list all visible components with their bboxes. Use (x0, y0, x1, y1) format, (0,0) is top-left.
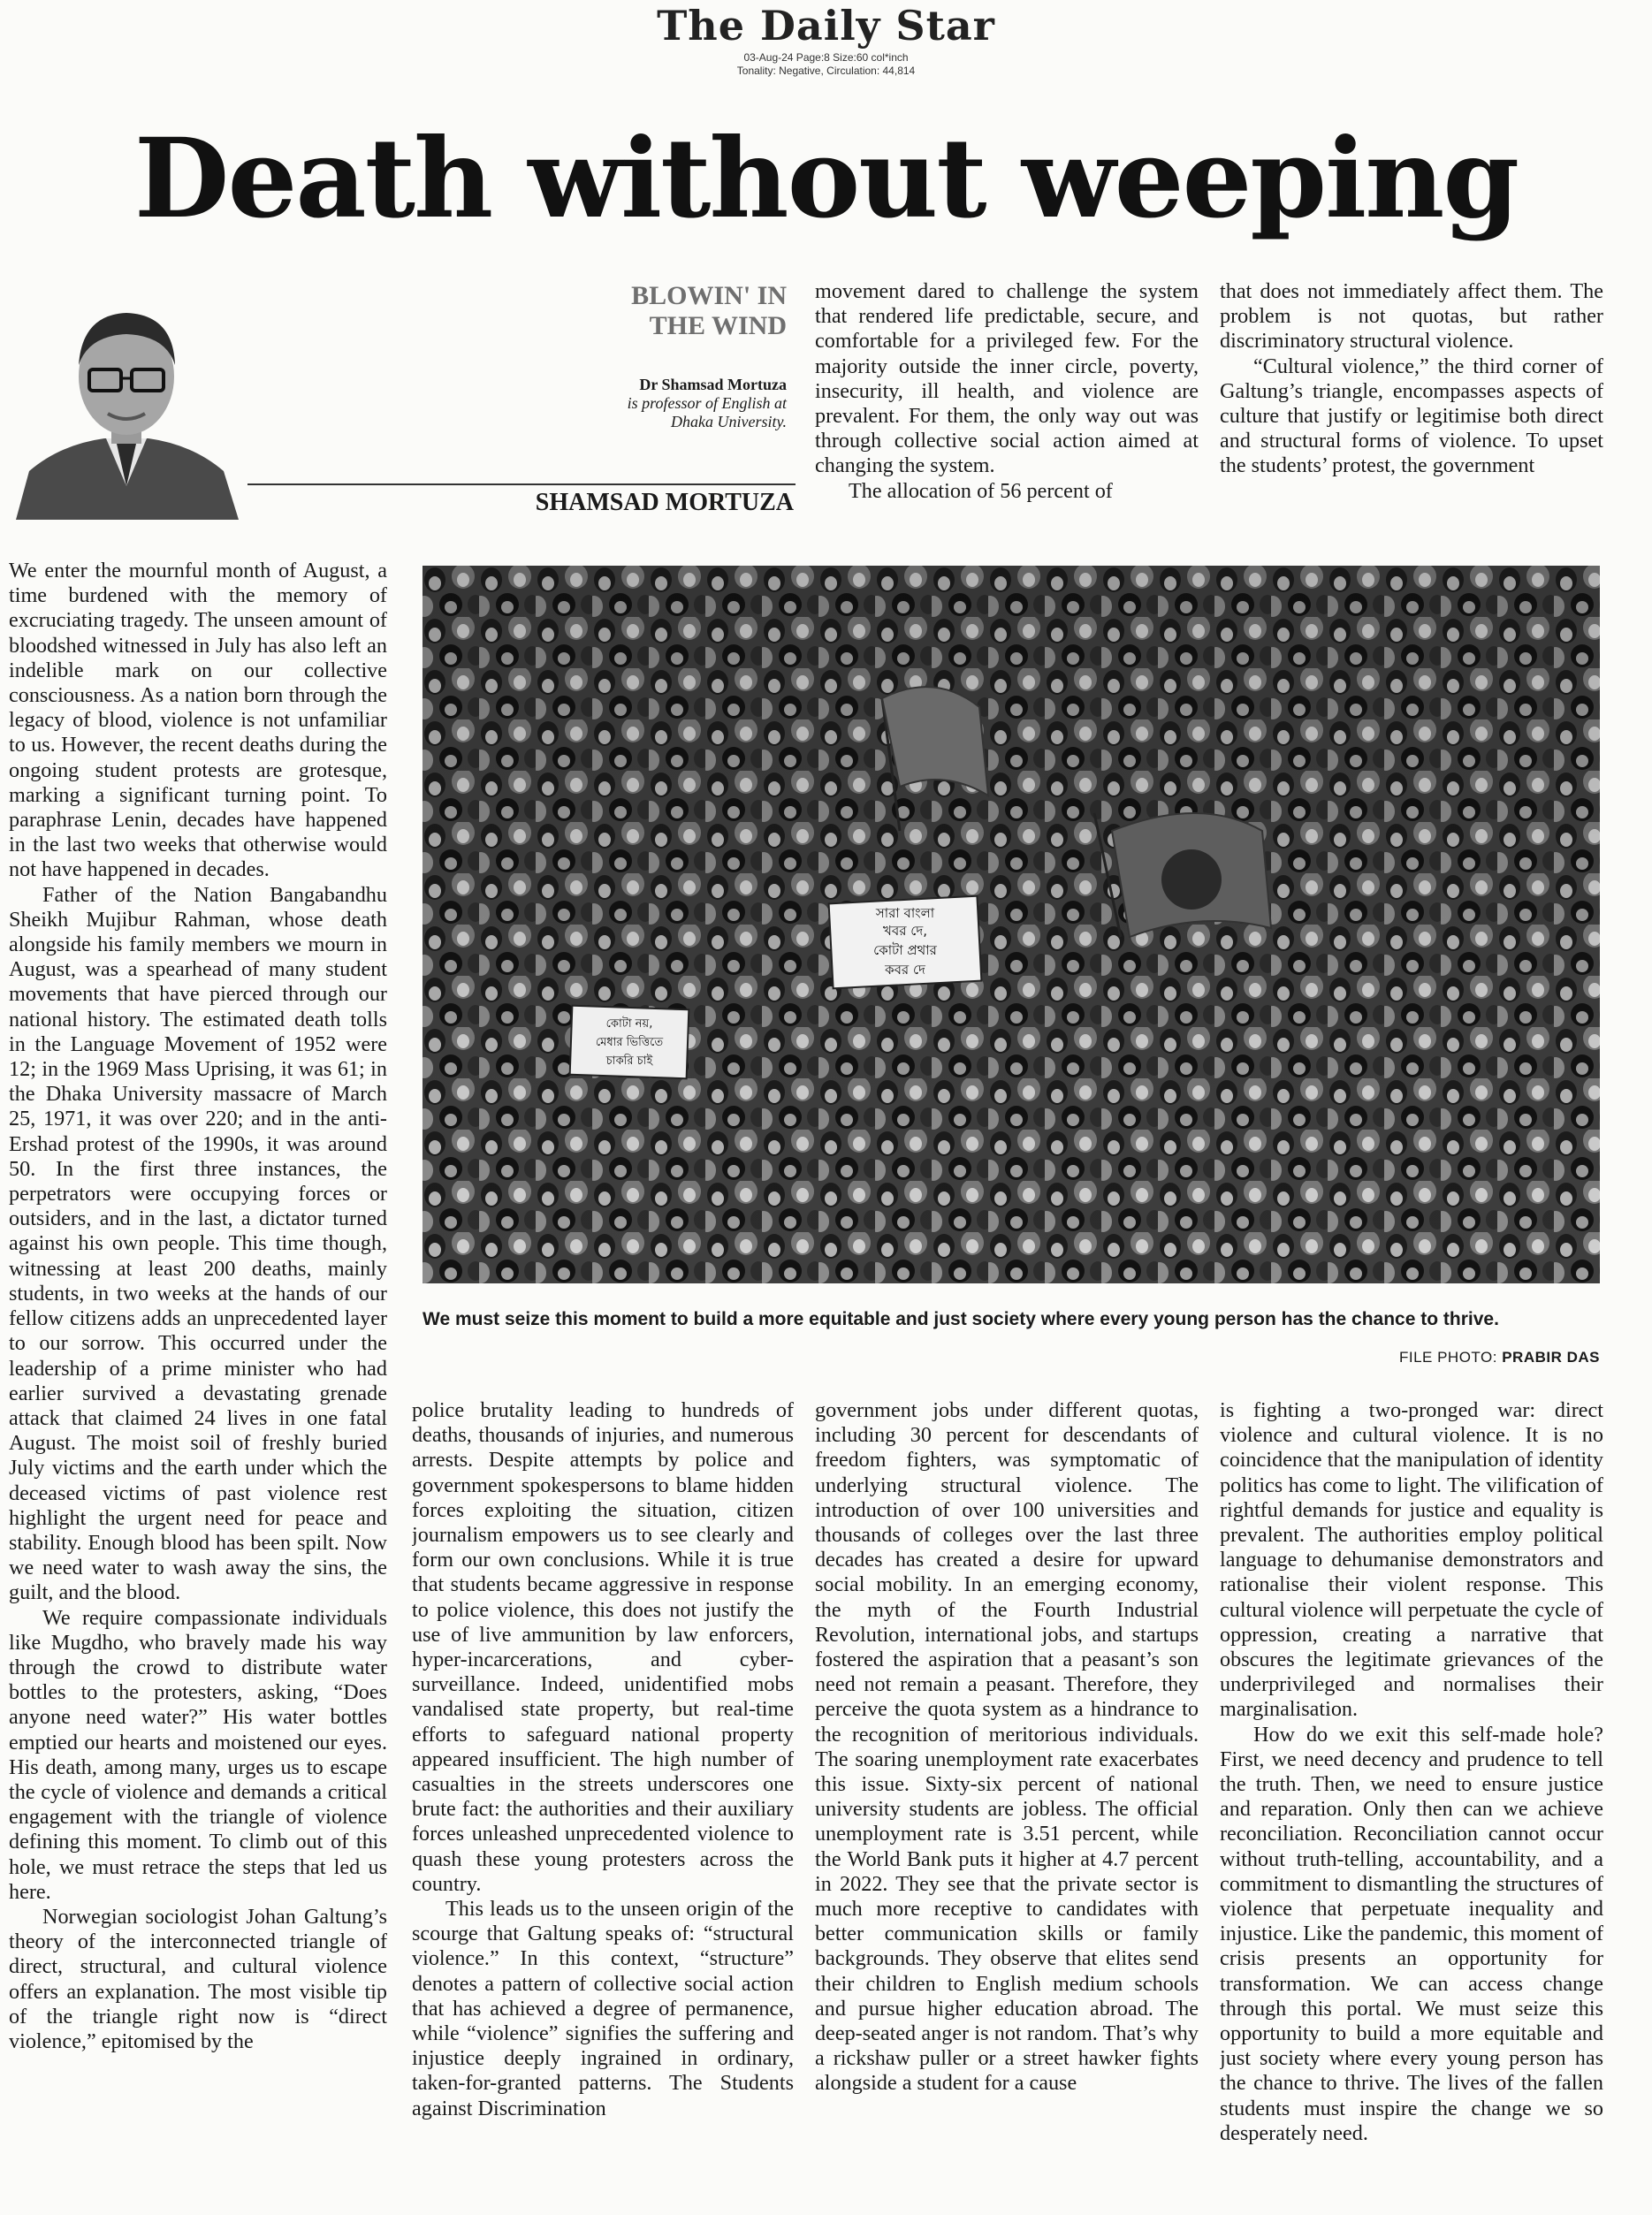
paragraph: is fighting a two-pronged war: direct violence and cultural violence. It is no coincidence that the manipulation of identity politics has come to light. The vilification of rightful demands for justice and equality is prevalent. The authorities employ political language to dehumanise demonstrators and rationalise their violent response. This cultural violence will perpetuate the cycle of oppression, creating a narrative that obscures the legitimate grievances of the underprivileged and normalises their marginalisation. (1220, 1398, 1603, 1722)
masthead-logo: The Daily Star (657, 2, 995, 49)
placard-1-line3: কোটা প্রথার (873, 942, 937, 958)
article-column-2 (412, 1398, 794, 2208)
protest-placard-2 (570, 1006, 689, 1079)
paragraph: Father of the Nation Bangabandhu Sheikh Mujibur Rahman, whose death alongside his family members we mourn in August, was a spearhead of many student movements that have pierced through our national history. The estimated death tolls in the Language Movement of 1952 were 12; in the 1969 Mass Uprising, it was 61; in the Dhaka University massacre of March 25, 1971, it was over 220; and in the anti-Ershad protest of the 1990s, it was around 50. In the first three instances, the perpetrators were occupying forces or outsiders, and in the last, a dictator turned against his own people. This time though, witnessing at least 200 deaths, mainly students, in two weeks at the hands of our fellow citizens adds an unprecedented layer to our sorrow. This occurred under the leadership of a prime minister who had earlier survived a devastating grenade attack that claimed 24 lives in one fatal August. The moist soil of freshly buried July victims and the earth under which the deceased victims of past violence rest highlight the urgent need for peace and stability. Enough blood has been spilt. Now we need water to wash away the sins, the guilt, and the blood. (9, 882, 387, 1605)
paragraph: How do we exit this self-made hole? First, we need decency and prudence to tell the truth. Then, we need to ensure justice and reparation. Only then can we achieve reconciliation. Reconciliation cannot occur without truth-telling, accountability, and a commitment to dismantling the structures of violence that perpetuate inequality and injustice. Like the pandemic, this moment of crisis presents an opportunity for transformation. We can access change through this portal. We must seize this opportunity to build a more equitable and just society where every young person has the chance to thrive. The lives of the fallen students must inspire the change we so desperately need. (1220, 1722, 1603, 2145)
paragraph: This leads us to the unseen origin of the scourge that Galtung speaks of: “structural violence.” In this context, “structure” denotes a pattern of collective social action that has achieved a degree of permanence, while “violence” signifies the suffering and injustice deeply ingrained in ordinary, taken-for-granted patterns. The Students against Discrimination (412, 1897, 794, 2120)
paragraph: movement dared to challenge the system that rendered life predictable, secure, and comfortable for a privileged few. For the majority outside the inner circle, poverty, insecurity, ill health, and violence are prevalent. For them, the only way out was through collective social action aimed at changing the system. (815, 279, 1199, 478)
byline-rule (247, 483, 796, 485)
article-column-4 (1220, 1398, 1603, 2208)
author-portrait (7, 281, 246, 520)
article-headline: Death without weeping (133, 115, 1519, 243)
placard-2-line1: কোটা নয়, (605, 1017, 653, 1031)
column-kicker-line2: THE WIND (649, 311, 787, 340)
protest-crowd-photo (423, 566, 1600, 1283)
paragraph: We enter the mournful month of August, a time burdened with the memory of excruciating tragedy. The unseen amount of bloodshed witnessed in July has also left an indelible mark on our collective consciousness. As a nation born through the legacy of blood, violence is not unfamiliar to us. However, the recent deaths during the ongoing student protests are grotesque, marking a significant turning point. To paraphrase Lenin, decades have happened in the last two weeks that otherwise would not have happened in decades. (9, 559, 387, 882)
placard-2-line3: চাকরি চাই (605, 1054, 653, 1068)
paragraph: The allocation of 56 percent of (849, 478, 1113, 503)
paragraph: Norwegian sociologist Johan Galtung’s theory of the interconnected triangle of direct, structural, and cultural violence offers an explanation. The most visible tip of the triangle right now is “direct violence,” epitomised by the (9, 1904, 387, 2053)
column-kicker (495, 281, 787, 341)
paragraph: We require compassionate individuals like Mugdho, who bravely made his way through the crowd to distribute water bottles to the protesters, asking, “Does anyone need water?” His water bottles emptied our hearts and moistened our eyes. His death, among many, urges us to escape the cycle of violence and demands a critical engagement with the triangle of violence defining this moment. To climb out of this hole, we must retrace the steps that led us here. (9, 1605, 387, 1904)
article-column-3-top (815, 279, 1199, 530)
article-column-4-top (1220, 279, 1603, 530)
paragraph: police brutality leading to hundreds of deaths, thousands of injuries, and numerous arrests. Despite attempts by police and government spokespersons to blame hidden forces exploiting the situation, citizen journalism empowers us to see clearly and form our own conclusions. While it is true that students became aggressive in response to police violence, this does not justify the use of live ammunition by law enforcers, hyper-incarcerations, and cyber-surveillance. Indeed, unidentified mobs vandalised state property, but real-time efforts to safeguard national property appeared insufficient. The high number of casualties in the streets underscores one brute fact: the authorities and their auxiliary forces unleashed unprecedented violence to quash these young protesters across the country. (412, 1398, 794, 1896)
article-column-3 (815, 1398, 1199, 2208)
protest-placard-1 (829, 896, 982, 989)
author-note-desc1: is professor of English at (627, 394, 787, 412)
placard-1-line1: সারা বাংলা (875, 905, 935, 921)
author-note (495, 376, 787, 431)
paragraph: that does not immediately affect them. The problem is not quotas, but rather discriminatory structural violence. (1220, 279, 1603, 354)
photo-credit (1149, 1349, 1600, 1366)
author-note-desc2: Dhaka University. (671, 413, 787, 430)
paragraph: “Cultural violence,” the third corner of Galtung’s triangle, encompasses aspects of culture that justify or legitimise both direct and structural forms of violence. To upset the students’ protest, the government (1220, 354, 1603, 478)
placard-1-line4: কবর দে (885, 962, 925, 978)
article-column-1 (9, 559, 387, 2208)
column-kicker-line1: BLOWIN' IN (631, 281, 787, 310)
author-note-name: Dr Shamsad Mortuza (639, 376, 787, 393)
paragraph: government jobs under different quotas, including 30 percent for descendants of freedom fighters, was symptomatic of underlying structural violence. The introduction of over 100 universities and thousands of colleges over the last three decades has created a desire for upward social mobility. In an emerging economy, the myth of the Fourth Industrial Revolution, international jobs, and startups fostered the aspiration that a peasant’s son need not remain a peasant. Therefore, they perceive the quota system as a hindrance to the recognition of meritorious individuals. The soaring unemployment rate exacerbates this issue. Sixty-six percent of national university students are jobless. The official unemployment rate is 3.51 percent, while the World Bank puts it higher at 4.7 percent in 2022. They see that the private sector is much more receptive to candidates with better communication skills or family backgrounds. They observe that elites send their children to English medium schools and pursue higher education abroad. The deep-seated anger is not random. That’s why a rickshaw puller or a street hawker fights alongside a student for a cause (815, 1398, 1199, 2096)
photo-credit-name: PRABIR DAS (1502, 1349, 1600, 1366)
placard-2-line2: মেধার ভিত্তিতে (595, 1036, 664, 1049)
photo-caption: We must seize this moment to build a more equitable and just society where every young person has the chance to thrive. (423, 1309, 1499, 1329)
publication-meta-line2: Tonality: Negative, Circulation: 44,814 (736, 65, 916, 77)
photo-credit-label: FILE PHOTO: (1398, 1349, 1497, 1366)
publication-meta-line1: 03-Aug-24 Page:8 Size:60 col*inch (743, 51, 909, 64)
placard-1-line2: খবর দে, (883, 923, 927, 939)
author-byline: SHAMSAD MORTUZA (535, 489, 794, 516)
